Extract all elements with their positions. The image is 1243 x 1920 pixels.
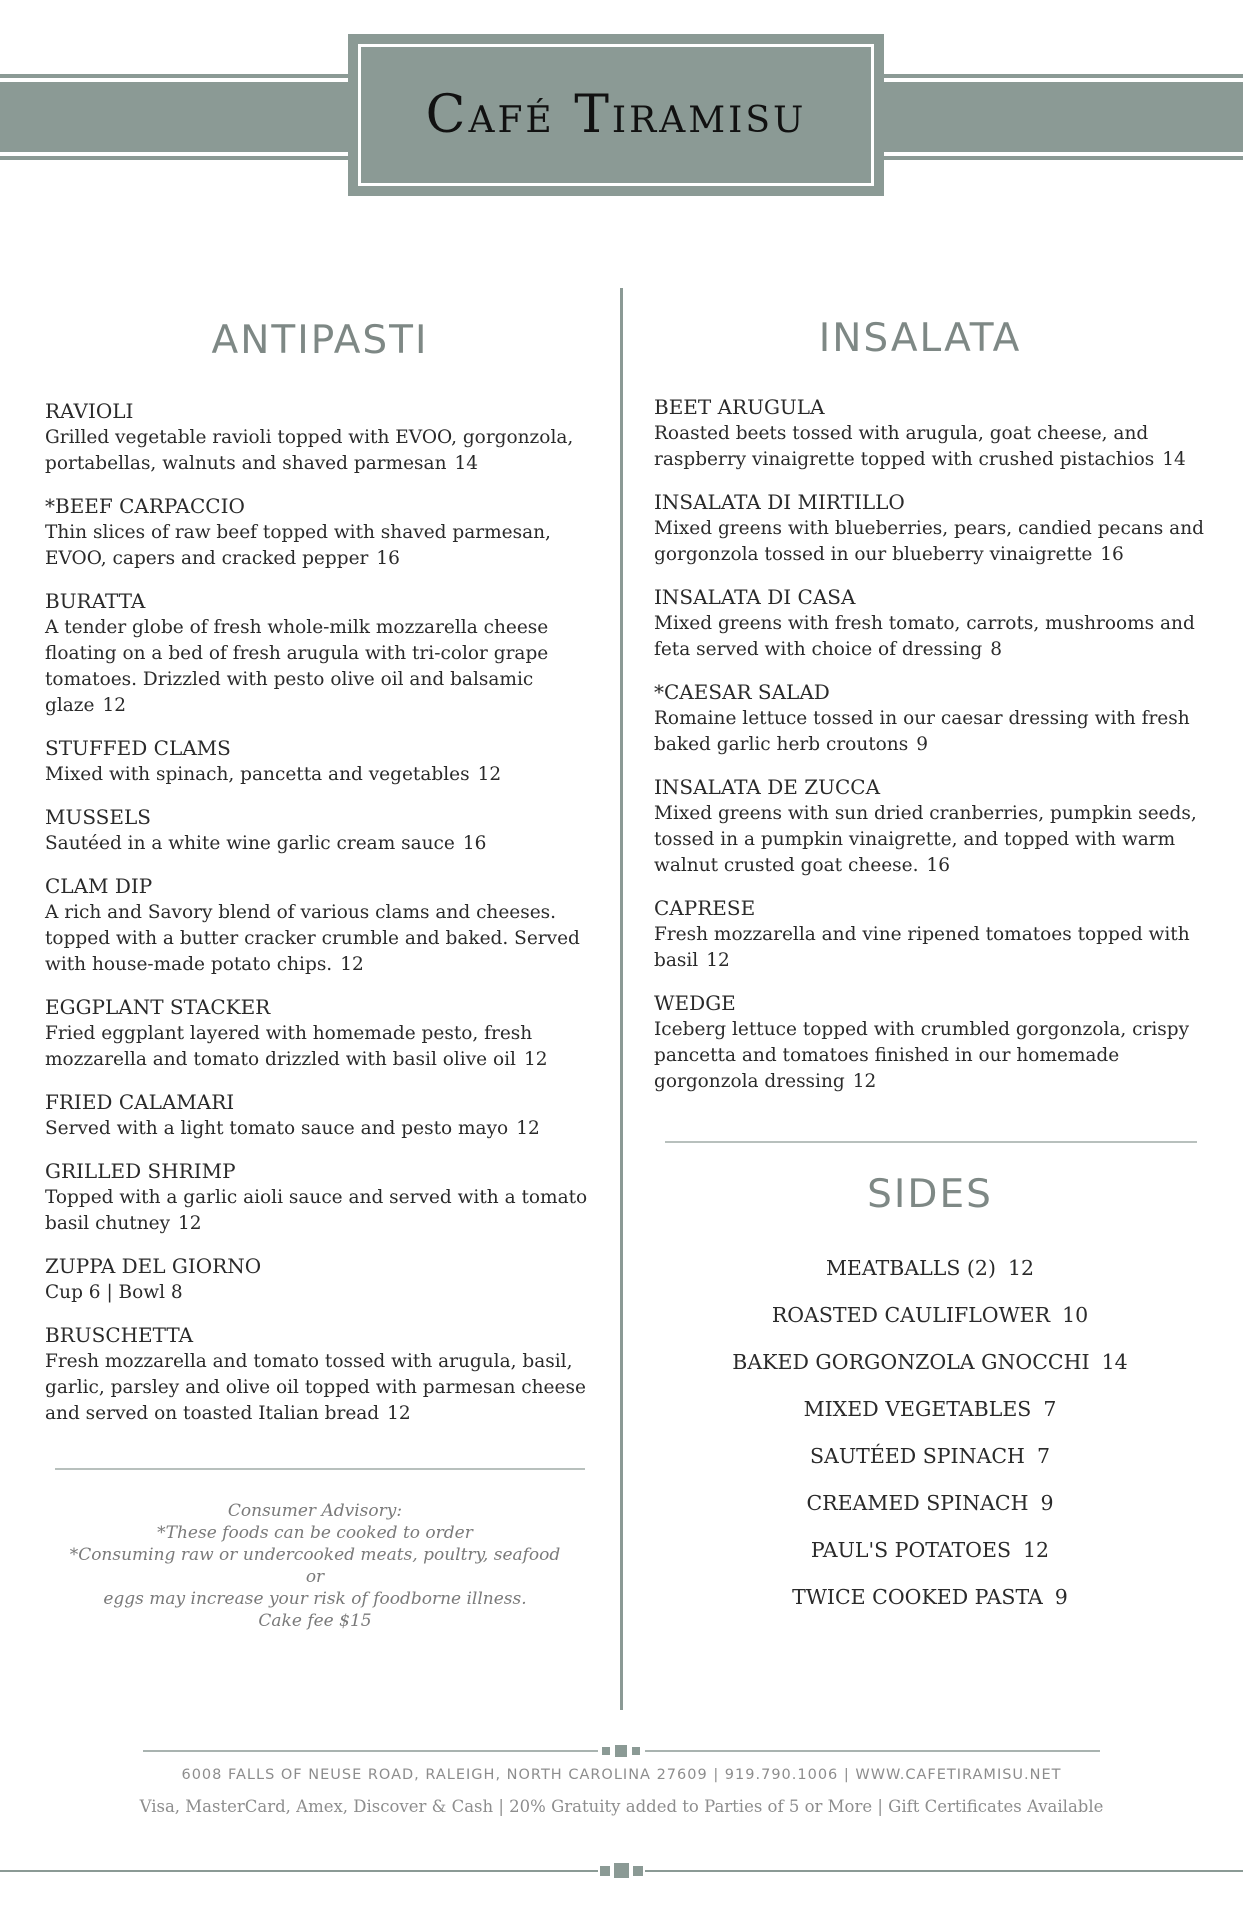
- item-description: [45, 900, 593, 978]
- footer-info: Visa, MasterCard, Amex, Discover & Cash | 20% Gratuity added to Parties of 5 or More | Gift Certificates Available: [139, 1797, 1104, 1816]
- side-name: SAUTÉED SPINACH: [810, 1444, 1025, 1468]
- item-name: MUSSELS: [45, 805, 151, 829]
- item-name: STUFFED CLAMS: [45, 736, 231, 760]
- item-description-text: Served with a light tomato sauce and pesto mayo: [45, 1118, 509, 1139]
- item-price: 12: [178, 1213, 202, 1234]
- item-name: BRUSCHETTA: [45, 1323, 194, 1347]
- item-name: ZUPPA DEL GIORNO: [45, 1254, 262, 1278]
- menu-item: [45, 588, 593, 719]
- menu-item: [45, 398, 593, 477]
- ornament-square: [600, 1866, 610, 1876]
- side-item: [680, 1302, 1180, 1329]
- item-description-text: Thin slices of raw beef topped with shaved parmesan, EVOO, capers and cracked pepper: [45, 522, 551, 569]
- item-description-text: Roasted beets tossed with arugula, goat cheese, and raspberry vinaigrette topped with crushed pistachios: [654, 423, 1155, 470]
- item-description-text: Fresh mozzarella and vine ripened tomatoes topped with basil: [654, 924, 1190, 971]
- sides-heading: SIDES: [867, 1172, 993, 1217]
- item-description: [654, 801, 1214, 879]
- item-description-text: Sautéed in a white wine garlic cream sauce: [45, 833, 455, 854]
- item-description-text: Cup 6 | Bowl 8: [45, 1282, 183, 1303]
- item-price: 12: [523, 1049, 548, 1070]
- side-price: 12: [1023, 1538, 1050, 1562]
- item-price: 16: [462, 833, 487, 854]
- advisory-line: Consumer Advisory:: [227, 1501, 403, 1521]
- item-description: [45, 1185, 593, 1237]
- side-name: MEATBALLS (2): [825, 1256, 996, 1280]
- item-description-text: Fried eggplant layered with homemade pesto, fresh mozzarella and tomato drizzled with basil olive oil: [45, 1023, 533, 1070]
- bottom-line-right: [645, 1870, 1243, 1872]
- item-name: INSALATA DE ZUCCA: [654, 775, 881, 799]
- menu-item: [45, 994, 593, 1073]
- advisory-line: Cake fee $15: [258, 1611, 372, 1631]
- side-price: 7: [1043, 1397, 1057, 1421]
- item-name: INSALATA DI MIRTILLO: [654, 490, 905, 514]
- item-name: BURATTA: [45, 589, 146, 613]
- antipasti-heading: ANTIPASTI: [211, 318, 429, 363]
- column-divider: [620, 288, 623, 1710]
- item-description-text: Mixed greens with fresh tomato, carrots, mushrooms and feta served with choice of dressing: [654, 613, 1195, 660]
- item-description-text: Grilled vegetable ravioli topped with EVOO, gorgonzola, portabellas, walnuts and shaved parmesan: [45, 427, 574, 474]
- side-price: 14: [1101, 1350, 1128, 1374]
- ornament-square: [602, 1747, 610, 1755]
- side-name: TWICE COOKED PASTA: [792, 1585, 1043, 1609]
- item-description: [45, 1280, 593, 1306]
- item-name: BEET ARUGULA: [654, 395, 825, 419]
- menu-item: [45, 1253, 593, 1306]
- side-name: ROASTED CAULIFLOWER: [771, 1303, 1051, 1327]
- side-item: [680, 1396, 1180, 1423]
- item-name: INSALATA DI CASA: [654, 585, 856, 609]
- item-description: [45, 762, 593, 788]
- item-description-text: A tender globe of fresh whole-milk mozzarella cheese floating on a bed of fresh arugula with tri-color grape tomatoes. Drizzled with pesto olive oil and balsamic glaze: [45, 617, 549, 716]
- item-price: 12: [516, 1118, 540, 1139]
- item-name: *CAESAR SALAD: [654, 680, 830, 704]
- advisory-line: *These foods can be cooked to order: [157, 1523, 473, 1543]
- sides-list: [680, 1255, 1180, 1631]
- menu-item: [654, 679, 1214, 758]
- side-price: 7: [1036, 1444, 1050, 1468]
- footer-line-left: [143, 1750, 598, 1752]
- item-price: 8: [990, 639, 1002, 660]
- side-item: [680, 1490, 1180, 1517]
- side-price: 9: [1040, 1491, 1054, 1515]
- item-name: GRILLED SHRIMP: [45, 1159, 236, 1183]
- item-description-text: Mixed greens with sun dried cranberries, pumpkin seeds, tossed in a pumpkin vinaigrette, and topped with warm walnut crusted goat cheese.: [654, 803, 1197, 876]
- item-price: 14: [1162, 449, 1186, 470]
- header-band-right: [880, 78, 1243, 156]
- item-description: [654, 516, 1214, 568]
- item-description-text: Topped with a garlic aioli sauce and served with a tomato basil chutney: [45, 1187, 588, 1234]
- header-band-left: [0, 78, 352, 156]
- ornament-square: [614, 1863, 629, 1878]
- side-name: MIXED VEGETABLES: [803, 1397, 1032, 1421]
- item-description: [654, 611, 1214, 663]
- item-price: 12: [102, 695, 127, 716]
- item-description: [45, 520, 593, 572]
- item-price: 9: [916, 734, 928, 755]
- item-description: [654, 1017, 1214, 1095]
- menu-item: [654, 489, 1214, 568]
- item-name: RAVIOLI: [45, 399, 134, 423]
- side-name: PAUL'S POTATOES: [810, 1538, 1012, 1562]
- item-description-text: Mixed greens with blueberries, pears, candied pecans and gorgonzola tossed in our blueberry vinaigrette: [654, 518, 1204, 565]
- side-price: 10: [1062, 1303, 1089, 1327]
- menu-item: [654, 990, 1214, 1095]
- item-description: [45, 615, 593, 719]
- item-description-text: Romaine lettuce tossed in our caesar dressing with fresh baked garlic herb croutons: [654, 708, 1190, 755]
- consumer-advisory: [60, 1500, 570, 1632]
- item-description: [45, 1349, 593, 1427]
- menu-item: [654, 584, 1214, 663]
- menu-item: [45, 493, 593, 572]
- item-description-text: Iceberg lettuce topped with crumbled gorgonzola, crispy pancetta and tomatoes finished in our homemade gorgonzola dressing: [654, 1019, 1190, 1092]
- item-name: EGGPLANT STACKER: [45, 995, 271, 1019]
- menu-item: [45, 735, 593, 788]
- side-name: CREAMED SPINACH: [806, 1491, 1029, 1515]
- antipasti-list: [45, 398, 593, 1443]
- insalata-list: [654, 394, 1214, 1111]
- insalata-rule: [665, 1141, 1197, 1143]
- side-item: [680, 1537, 1180, 1564]
- title-box: [348, 34, 884, 196]
- side-item: [680, 1349, 1180, 1376]
- item-price: 12: [387, 1403, 411, 1424]
- item-price: 14: [454, 453, 479, 474]
- item-description-text: A rich and Savory blend of various clams and cheeses. topped with a butter cracker crumble and baked. Served with house-made potato chips.: [45, 902, 580, 975]
- item-description-text: Mixed with spinach, pancetta and vegetables: [45, 764, 470, 785]
- item-description: [654, 421, 1214, 473]
- menu-item: [654, 394, 1214, 473]
- insalata-heading: INSALATA: [818, 316, 1022, 361]
- advisory-line: eggs may increase your risk of foodborne illness.: [103, 1589, 527, 1609]
- item-price: 12: [477, 764, 502, 785]
- side-item: [680, 1255, 1180, 1282]
- ornament-square: [632, 1747, 640, 1755]
- item-price: 12: [852, 1071, 877, 1092]
- menu-item: [654, 774, 1214, 879]
- menu-item: [45, 873, 593, 978]
- side-price: 12: [1007, 1256, 1035, 1280]
- item-name: WEDGE: [654, 991, 736, 1015]
- item-description: [45, 1116, 593, 1142]
- footer-address: 6008 FALLS OF NEUSE ROAD, RALEIGH, NORTH CAROLINA 27609 | 919.790.1006 | WWW.CAFETIRAMISU.NET: [181, 1767, 1062, 1783]
- item-price: 12: [706, 950, 730, 971]
- item-price: 12: [340, 954, 364, 975]
- side-name: BAKED GORGONZOLA GNOCCHI: [732, 1350, 1090, 1374]
- menu-item: [45, 1089, 593, 1142]
- item-price: 16: [926, 855, 951, 876]
- title-frame: [358, 44, 874, 186]
- advisory-line: *Consuming raw or undercooked meats, poultry, seafood or: [69, 1545, 561, 1587]
- ornament-square: [633, 1866, 643, 1876]
- side-item: [680, 1584, 1180, 1611]
- item-description: [45, 425, 593, 477]
- menu-item: [45, 1158, 593, 1237]
- side-item: [680, 1443, 1180, 1470]
- antipasti-rule: [55, 1468, 585, 1470]
- item-description: [654, 922, 1214, 974]
- item-price: 16: [1100, 544, 1124, 565]
- item-name: *BEEF CARPACCIO: [45, 494, 245, 518]
- menu-item: [45, 804, 593, 857]
- item-description: [45, 831, 593, 857]
- restaurant-title: Café Tiramisu: [425, 85, 807, 145]
- item-description: [45, 1021, 593, 1073]
- item-name: CAPRESE: [654, 896, 756, 920]
- ornament-square: [615, 1745, 627, 1757]
- menu-item: [45, 1322, 593, 1427]
- item-price: 16: [376, 548, 400, 569]
- item-name: CLAM DIP: [45, 874, 153, 898]
- side-price: 9: [1054, 1585, 1068, 1609]
- menu-item: [654, 895, 1214, 974]
- item-description-text: Fresh mozzarella and tomato tossed with arugula, basil, garlic, parsley and olive oil topped with parmesan cheese and served on toasted Italian bread: [45, 1351, 586, 1424]
- bottom-line-left: [0, 1870, 598, 1872]
- footer-line-right: [645, 1750, 1100, 1752]
- item-name: FRIED CALAMARI: [45, 1090, 235, 1114]
- item-description: [654, 706, 1214, 758]
